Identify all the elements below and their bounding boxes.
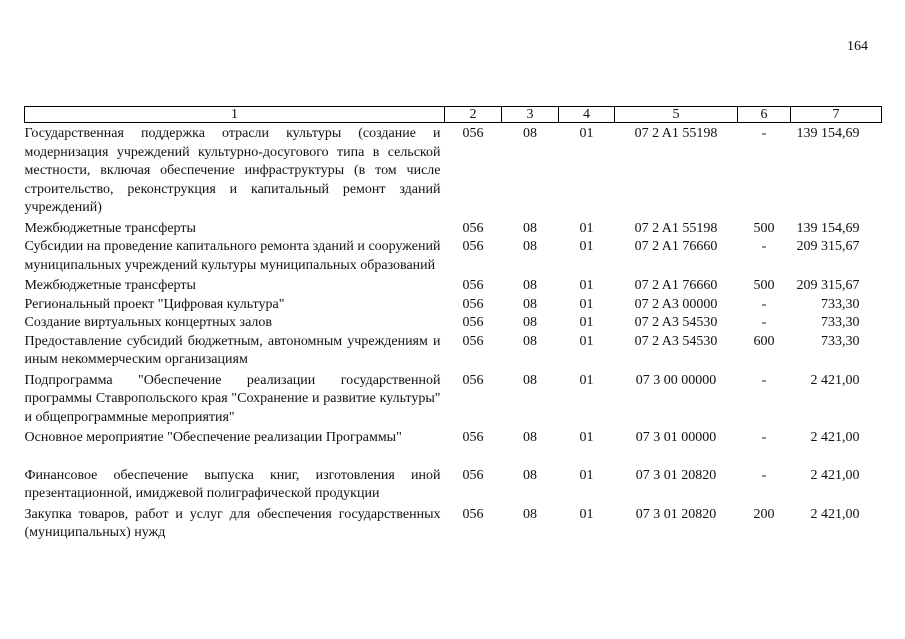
row-csr: 07 3 01 00000 bbox=[635, 430, 717, 445]
row-pr: 01 bbox=[579, 333, 594, 349]
row-rz: 08 bbox=[523, 239, 537, 254]
row-rz: 08 bbox=[523, 220, 537, 236]
table-header bbox=[25, 107, 882, 123]
row-vr: - bbox=[761, 296, 767, 312]
row-sum: 209 315,67 bbox=[796, 239, 860, 254]
row-vr: 500 bbox=[753, 278, 775, 293]
row-csr: 07 3 00 00000 bbox=[635, 372, 717, 388]
table-row bbox=[25, 370, 882, 428]
row-csr: 07 2 A1 55198 bbox=[634, 126, 718, 141]
row-pr: 01 bbox=[579, 315, 594, 330]
row-rz: 08 bbox=[523, 430, 537, 445]
row-rz: 08 bbox=[523, 126, 537, 141]
table-row bbox=[25, 448, 882, 504]
row-ved: 056 bbox=[462, 126, 484, 141]
row-sum: 2 421,00 bbox=[810, 467, 860, 483]
table-row bbox=[25, 296, 882, 315]
table-row bbox=[25, 504, 882, 543]
row-sum: 2 421,00 bbox=[810, 430, 860, 445]
row-pr: 01 bbox=[579, 506, 594, 522]
row-sum: 139 154,69 bbox=[796, 220, 860, 236]
row-rz: 08 bbox=[523, 315, 537, 330]
header-cell-6: 6 bbox=[738, 107, 791, 123]
row-vr: - bbox=[761, 430, 767, 445]
row-ved: 056 bbox=[462, 506, 484, 522]
row-name: Межбюджетные трансферты bbox=[24, 220, 196, 236]
header-cell-5: 5 bbox=[615, 107, 738, 123]
row-sum: 139 154,69 bbox=[796, 126, 860, 141]
row-csr: 07 2 A1 55198 bbox=[634, 220, 718, 236]
table-row bbox=[25, 238, 882, 275]
header-cell-3: 3 bbox=[502, 107, 559, 123]
table-row bbox=[25, 427, 882, 448]
row-name: Финансовое обеспечение выпуска книг, изготовления иной презентационной, имиджевой полиграфической продукции bbox=[24, 467, 441, 501]
row-vr: - bbox=[761, 239, 767, 254]
row-csr: 07 2 A3 54530 bbox=[634, 333, 718, 349]
row-csr: 07 2 A1 76660 bbox=[634, 239, 718, 254]
page-number: 164 bbox=[847, 39, 868, 54]
row-csr: 07 3 01 20820 bbox=[635, 506, 717, 522]
table-row bbox=[25, 314, 882, 333]
row-csr: 07 2 A3 00000 bbox=[634, 296, 718, 312]
row-pr: 01 bbox=[579, 278, 594, 293]
row-rz: 08 bbox=[523, 333, 537, 349]
budget-table bbox=[24, 106, 882, 543]
row-rz: 08 bbox=[523, 278, 537, 293]
row-ved: 056 bbox=[462, 296, 484, 312]
table-row bbox=[25, 333, 882, 370]
row-ved: 056 bbox=[462, 372, 484, 388]
row-pr: 01 bbox=[579, 220, 594, 236]
row-csr: 07 2 A3 54530 bbox=[634, 315, 718, 330]
row-vr: - bbox=[761, 126, 767, 141]
row-csr: 07 3 01 20820 bbox=[635, 467, 717, 483]
row-pr: 01 bbox=[579, 239, 594, 254]
row-ved: 056 bbox=[462, 220, 484, 236]
row-vr: 500 bbox=[753, 220, 775, 236]
row-pr: 01 bbox=[579, 126, 594, 141]
row-ved: 056 bbox=[462, 467, 484, 483]
row-rz: 08 bbox=[523, 372, 537, 388]
row-name: Закупка товаров, работ и услуг для обеспечения государственных (муниципальных) нужд bbox=[24, 506, 441, 540]
row-sum: 733,30 bbox=[821, 296, 860, 312]
header-cell-2: 2 bbox=[445, 107, 502, 123]
row-pr: 01 bbox=[579, 296, 594, 312]
row-sum: 733,30 bbox=[821, 333, 860, 349]
row-ved: 056 bbox=[462, 315, 484, 330]
row-vr: 600 bbox=[753, 333, 775, 349]
table-row bbox=[25, 218, 882, 239]
row-vr: - bbox=[761, 372, 767, 388]
row-ved: 056 bbox=[462, 430, 484, 445]
row-name: Предоставление субсидий бюджетным, автономным учреждениям и иным некоммерческим организациям bbox=[24, 333, 441, 367]
row-sum: 733,30 bbox=[821, 315, 860, 330]
row-sum: 2 421,00 bbox=[810, 506, 860, 522]
row-ved: 056 bbox=[462, 333, 484, 349]
row-name: Создание виртуальных концертных залов bbox=[24, 315, 273, 330]
row-sum: 2 421,00 bbox=[810, 372, 860, 388]
row-name: Государственная поддержка отрасли культуры (создание и модернизация учреждений культурно-досугового типа в сельской местности, включая обеспечение инфраструктуры (в том числе строительство, реконструкция и капитальный ремонт зданий учреждений) bbox=[24, 126, 441, 215]
row-csr: 07 2 A1 76660 bbox=[634, 278, 718, 293]
row-vr: - bbox=[761, 467, 767, 483]
row-pr: 01 bbox=[579, 372, 594, 388]
header-cell-4: 4 bbox=[559, 107, 615, 123]
row-name: Субсидии на проведение капитального ремонта зданий и сооружений муниципальных учреждений культуры муниципальных образований bbox=[24, 239, 441, 273]
row-name: Региональный проект "Цифровая культура" bbox=[24, 296, 285, 312]
table-row bbox=[25, 275, 882, 296]
row-ved: 056 bbox=[462, 239, 484, 254]
row-name: Подпрограмма "Обеспечение реализации государственной программы Ставропольского края "Сохранение и развитие культуры" и общепрограммные мероприятия" bbox=[24, 372, 441, 425]
header-cell-7: 7 bbox=[791, 107, 882, 123]
table-row bbox=[25, 123, 882, 218]
row-rz: 08 bbox=[523, 296, 537, 312]
row-vr: - bbox=[761, 315, 767, 330]
row-name: Основное мероприятие "Обеспечение реализации Программы" bbox=[24, 430, 402, 445]
row-name: Межбюджетные трансферты bbox=[24, 278, 196, 293]
row-rz: 08 bbox=[523, 467, 537, 483]
row-vr: 200 bbox=[753, 506, 775, 522]
row-ved: 056 bbox=[462, 278, 484, 293]
row-pr: 01 bbox=[579, 430, 594, 445]
row-rz: 08 bbox=[523, 506, 537, 522]
row-pr: 01 bbox=[579, 467, 594, 483]
header-cell-1: 1 bbox=[25, 107, 445, 123]
row-sum: 209 315,67 bbox=[796, 278, 860, 293]
